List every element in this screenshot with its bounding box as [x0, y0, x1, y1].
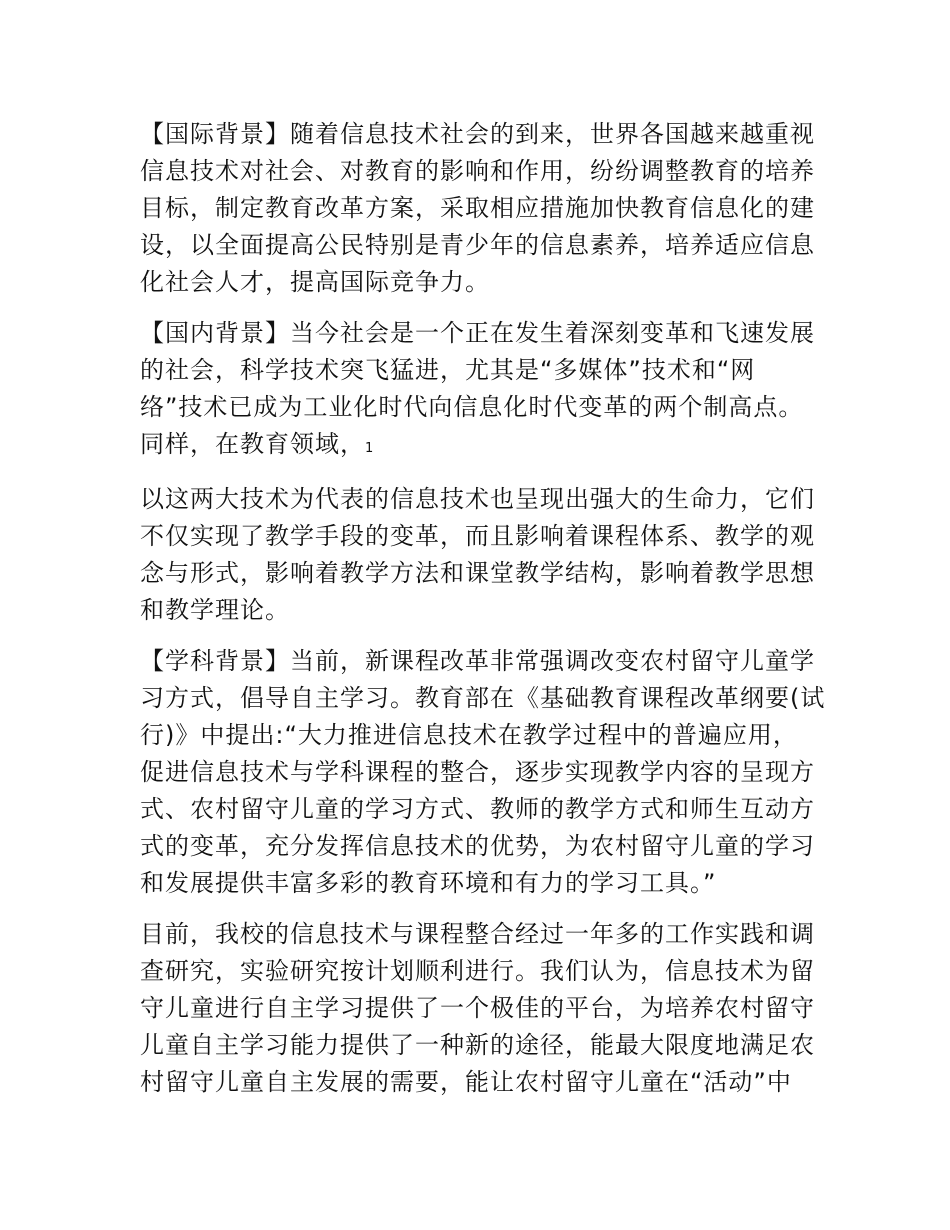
text-line: 习方式，倡导自主学习。教育部在《基础教育课程改革纲要(试	[140, 684, 826, 712]
text-line: 络”技术已成为工业化时代向信息化时代变革的两个制高点。	[140, 393, 804, 421]
paragraph-domestic-background	[140, 315, 820, 467]
text-line: 守儿童进行自主学习提供了一个极佳的平台，为培养农村留守	[140, 994, 815, 1022]
text-line: 促进信息技术与学科课程的整合，逐步实现教学内容的呈现方	[140, 758, 815, 786]
text-line: 和发展提供丰富多彩的教育环境和有力的学习工具。”	[140, 869, 717, 897]
document-body	[140, 116, 826, 1101]
text-line: 【国内背景】当今社会是一个正在发生着深刻变革和飞速发展	[140, 319, 815, 347]
text-line: 的社会，科学技术突飞猛进，尤其是“多媒体”技术和“网	[140, 356, 756, 384]
text-line: 行)》中提出:“大力推进信息技术在教学过程中的普遍应用，	[140, 721, 798, 749]
text-line: 目标，制定教育改革方案，采取相应措施加快教育信息化的建	[140, 194, 815, 222]
page-number: 1	[365, 441, 374, 456]
text-line: 村留守儿童自主发展的需要，能让农村留守儿童在“活动”中	[140, 1068, 792, 1096]
text-line: 目前，我校的信息技术与课程整合经过一年多的工作实践和调	[140, 920, 815, 948]
text-line: 式、农村留守儿童的学习方式、教师的教学方式和师生互动方	[140, 795, 815, 823]
text-line	[140, 426, 820, 467]
text-line: 式的变革，充分发挥信息技术的优势，为农村留守儿童的学习	[140, 832, 815, 860]
text-line: 和教学理论。	[140, 596, 290, 624]
text-line: 信息技术对社会、对教育的影响和作用，纷纷调整教育的培养	[140, 157, 815, 185]
text-line: 以这两大技术为代表的信息技术也呈现出强大的生命力，它们	[140, 485, 815, 513]
text-line: 查研究，实验研究按计划顺利进行。我们认为，信息技术为留	[140, 957, 815, 985]
paragraph-international-background	[140, 116, 820, 301]
text-line: 【国际背景】随着信息技术社会的到来，世界各国越来越重视	[140, 120, 815, 148]
text-line-content: 同样，在教育领域，	[140, 430, 365, 458]
text-line: 儿童自主学习能力提供了一种新的途径，能最大限度地满足农	[140, 1031, 815, 1059]
text-line: 不仅实现了教学手段的变革，而且影响着课程体系、教学的观	[140, 522, 815, 550]
text-line: 【学科背景】当前，新课程改革非常强调改变农村留守儿童学	[140, 647, 815, 675]
paragraph-subject-background	[140, 643, 826, 902]
text-line: 化社会人才，提高国际竞争力。	[140, 268, 490, 296]
paragraph-info-tech-vitality	[140, 481, 820, 629]
text-line: 念与形式，影响着教学方法和课堂教学结构，影响着教学思想	[140, 559, 815, 587]
paragraph-current-status	[140, 916, 820, 1101]
text-line: 设，以全面提高公民特别是青少年的信息素养，培养适应信息	[140, 231, 815, 259]
